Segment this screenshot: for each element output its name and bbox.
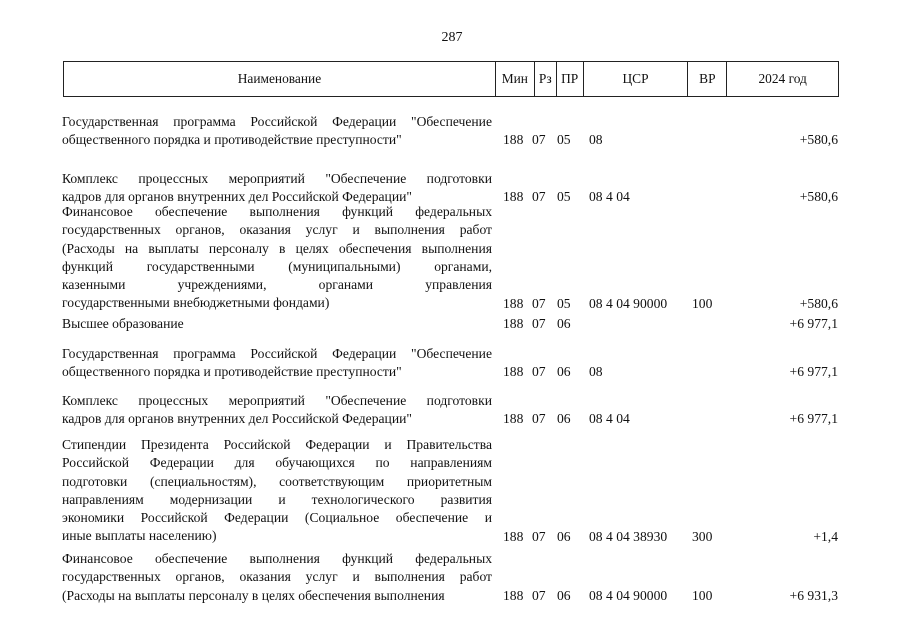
- row-description: [62, 170, 492, 207]
- row-description-line: Стипендии Президента Российской Федерации и Правительства: [62, 437, 492, 452]
- row-amount: +6 977,1: [789, 316, 838, 331]
- row-description: [62, 436, 492, 546]
- row-rz-code: 07: [532, 587, 546, 603]
- row-amount: +6 977,1: [789, 411, 838, 427]
- row-min-code: 188: [503, 295, 524, 311]
- row-csr-code: 08 4 04: [589, 411, 630, 427]
- row-amount: +1,4: [813, 528, 838, 544]
- row-description-line: общественного порядка и противодействие преступности": [62, 132, 402, 148]
- row-rz-code: 07: [532, 411, 546, 427]
- row-description-line: Комплекс процессных мероприятий "Обеспечение подготовки: [62, 393, 492, 408]
- row-description-line: функций государственными (муниципальными) органами,: [62, 258, 492, 274]
- row-description-line: кадров для органов внутренних дел Российской Федерации": [62, 411, 412, 427]
- row-amount: +6 977,1: [789, 364, 838, 380]
- row-min-code: 188: [503, 587, 524, 603]
- row-description-line: Финансовое обеспечение выполнения функций федеральных: [62, 204, 492, 219]
- row-description-line: Высшее образование: [62, 316, 184, 331]
- row-vr-code: 100: [692, 295, 713, 311]
- row-description-line: государственных органов, оказания услуг и выполнения работ: [62, 222, 492, 238]
- row-description-line: кадров для органов внутренних дел Российской Федерации": [62, 189, 412, 205]
- row-description-line: государственными внебюджетными фондами): [62, 295, 330, 311]
- row-description: [62, 203, 492, 313]
- row-description-line: направлениям модернизации и технологического развития: [62, 491, 492, 507]
- header-csr: ЦСР: [584, 62, 689, 96]
- row-description-line: экономики Российской Федерации (Социальное обеспечение и: [62, 510, 492, 526]
- row-amount: +6 931,3: [789, 587, 838, 603]
- row-description: [62, 345, 492, 382]
- row-rz-code: 07: [532, 132, 546, 148]
- row-description-line: государственных органов, оказания услуг и выполнения работ: [62, 569, 492, 585]
- row-description-line: Финансовое обеспечение выполнения функций федеральных: [62, 551, 492, 566]
- row-rz-code: 07: [532, 295, 546, 311]
- row-description: [62, 315, 492, 333]
- row-amount: +580,6: [799, 295, 838, 311]
- row-description: [62, 550, 492, 605]
- row-min-code: 188: [503, 411, 524, 427]
- row-description-line: Комплекс процессных мероприятий "Обеспечение подготовки: [62, 171, 492, 186]
- row-description-line: Государственная программа Российской Федерации "Обеспечение: [62, 346, 492, 361]
- header-year: 2024 год: [758, 71, 807, 86]
- row-description: [62, 392, 492, 429]
- row-pr-code: 06: [557, 316, 571, 331]
- row-amount: +580,6: [799, 189, 838, 205]
- row-csr-code: 08 4 04: [589, 189, 630, 205]
- row-pr-code: 06: [557, 528, 571, 544]
- row-rz-code: 07: [532, 316, 546, 331]
- row-description-line: подготовки (специальностям), соответствующим приоритетным: [62, 473, 492, 489]
- page-number: 287: [441, 30, 463, 45]
- row-csr-code: 08: [589, 132, 603, 148]
- row-min-code: 188: [503, 364, 524, 380]
- row-description-line: иные выплаты населению): [62, 528, 217, 544]
- row-min-code: 188: [503, 316, 524, 331]
- row-pr-code: 06: [557, 411, 571, 427]
- row-csr-code: 08 4 04 90000: [589, 295, 668, 311]
- row-min-code: 188: [503, 528, 524, 544]
- row-pr-code: 05: [557, 189, 571, 205]
- row-csr-code: 08 4 04 38930: [589, 528, 668, 544]
- row-csr-code: 08 4 04 90000: [589, 587, 668, 603]
- header-rz: Рз: [535, 62, 557, 96]
- header-pr: ПР: [557, 62, 584, 96]
- row-vr-code: 100: [692, 587, 713, 603]
- row-pr-code: 06: [557, 364, 571, 380]
- row-description-line: общественного порядка и противодействие преступности": [62, 364, 402, 380]
- row-min-code: 188: [503, 189, 524, 205]
- row-description-line: (Расходы на выплаты персоналу в целях обеспечения выполнения: [62, 240, 492, 256]
- row-pr-code: 06: [557, 587, 571, 603]
- row-rz-code: 07: [532, 364, 546, 380]
- header-min: Мин: [496, 62, 535, 96]
- row-description-line: казенными учреждениями, органами управления: [62, 277, 492, 293]
- row-min-code: 188: [503, 132, 524, 148]
- row-pr-code: 05: [557, 295, 571, 311]
- row-description-line: Российской Федерации для обучающихся по направлениям: [62, 455, 492, 471]
- row-vr-code: 300: [692, 528, 713, 544]
- row-amount: +580,6: [799, 132, 838, 148]
- row-rz-code: 07: [532, 189, 546, 205]
- header-vr: ВР: [688, 62, 727, 96]
- row-rz-code: 07: [532, 528, 546, 544]
- row-csr-code: 08: [589, 364, 603, 380]
- row-description-line: (Расходы на выплаты персоналу в целях обеспечения выполнения: [62, 587, 445, 603]
- row-description: [62, 113, 492, 150]
- row-pr-code: 05: [557, 132, 571, 148]
- header-name: Наименование: [64, 62, 496, 96]
- row-description-line: Государственная программа Российской Федерации "Обеспечение: [62, 114, 492, 129]
